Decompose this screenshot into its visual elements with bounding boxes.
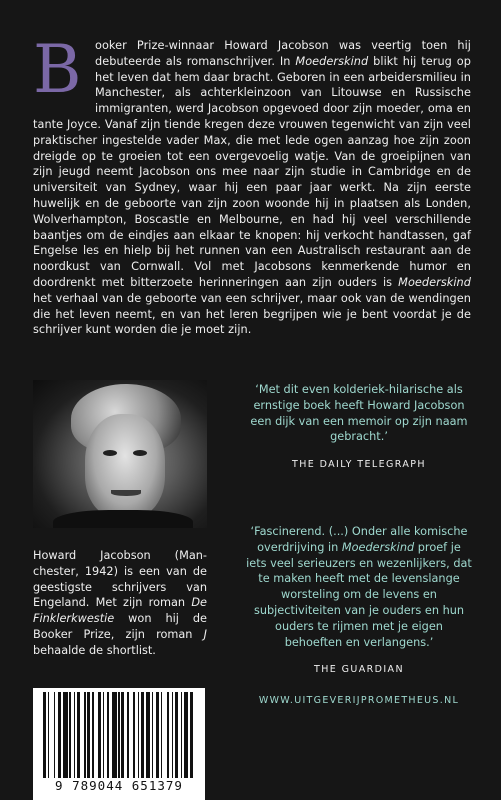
barcode-bars bbox=[43, 692, 195, 778]
review-quote-telegraph bbox=[246, 382, 472, 473]
bio-text: behaalde de shortlist. bbox=[33, 643, 156, 657]
blurb-text-2: blikt hij terug op het leven dat hem daar bracht. Geboren in een arbeidersmilieu in Manchester, als achterkleinzoon van Litouwse en Russische immigranten, werd Jacobson opgevoed door zijn moeder, oma en tante Joyce. Vanaf zijn tiende kregen deze vrouwen tegenwicht van zijn veel praktischer ingestelde vader Max, die met lede ogen aanzag hoe zijn zoon dreigde op te groeien tot een overgevoelig watje. Van de groeipijnen van zijn jeugd neemt Jacobson ons mee naar zijn studie in Cambridge en de universiteit van Sydney, waar hij een paar jaar werkt. Na zijn eerste huwelijk en de geboorte van zijn zoon woonde hij in plaatsen als Londen, Wolverhampton, Boscastle en Melbourne, en had hij veel verschillende baantjes om de eindjes aan elkaar te knopen: hij verkocht handtassen, gaf Engelse les en hielp bij het runnen van een Australisch restaurant aan de noordkust van Cornwall. Vol met Jacobsons kenmerkende humor en doordrenkt met bitterzoete herinneringen aan zijn ouders is bbox=[33, 54, 471, 289]
quote-source: THE DAILY TELEGRAPH bbox=[292, 459, 426, 471]
author-bio bbox=[33, 548, 207, 659]
author-photo bbox=[33, 380, 207, 528]
book-title: Moederskind bbox=[398, 275, 471, 289]
quote-text: ‘Fascinerend. (...) Onder alle komische overdrijving in bbox=[250, 525, 468, 554]
author-collar bbox=[53, 510, 193, 528]
author-face bbox=[85, 414, 165, 518]
author-mouth bbox=[111, 490, 141, 496]
quote-text: ‘Met dit even kolderiek-hilarische als ernstige boek heeft Howard Jacobson een dijk van een memoir op zijn naam gebracht.’ bbox=[250, 383, 468, 444]
barcode-stripe bbox=[193, 692, 195, 778]
bio-text: Howard Jacobson (Manchester, 1942) is een van de geestigste schrijvers van Engeland. Met zijn roman bbox=[33, 549, 207, 610]
blurb-text-3: het verhaal van de geboorte van een schrijver, maar ook van de wendingen die het leven neemt, en van het leren begrijpen wie je bent voordat je de schrijver kunt worden die je moet zijn. bbox=[33, 291, 471, 337]
bio-book-title: J bbox=[203, 627, 207, 641]
quote-source: THE GUARDIAN bbox=[314, 664, 404, 676]
author-eye bbox=[103, 450, 117, 456]
quote-text: proef je iets veel serieuzers en wezenlijkers, dat te maken heeft met de levenslange worsteling om de levens en subjectiviteiten van je ouders en hun ouders te rijmen met je eigen behoeften en verlangens.’ bbox=[246, 540, 472, 649]
quote-book-title: Moederskind bbox=[341, 540, 415, 554]
bio-text: won hij de Booker Prize, zijn roman bbox=[33, 612, 207, 641]
bio-book-title: De Finklerkwestie bbox=[33, 596, 207, 626]
isbn-barcode bbox=[33, 688, 205, 800]
publisher-url[interactable]: WWW.UITGEVERIJPROMETHEUS.NL bbox=[258, 695, 460, 706]
isbn-number: 9 789044 651379 bbox=[55, 778, 183, 793]
back-cover-blurb bbox=[33, 31, 471, 338]
review-quote-guardian bbox=[246, 524, 472, 678]
blurb-text-1: ooker Prize-winnaar Howard Jacobson was veertig toen hij debuteerde als romanschrijver. In bbox=[95, 39, 471, 68]
drop-cap: B bbox=[33, 31, 82, 108]
book-title: Moederskind bbox=[295, 54, 369, 68]
author-eye bbox=[133, 450, 147, 456]
